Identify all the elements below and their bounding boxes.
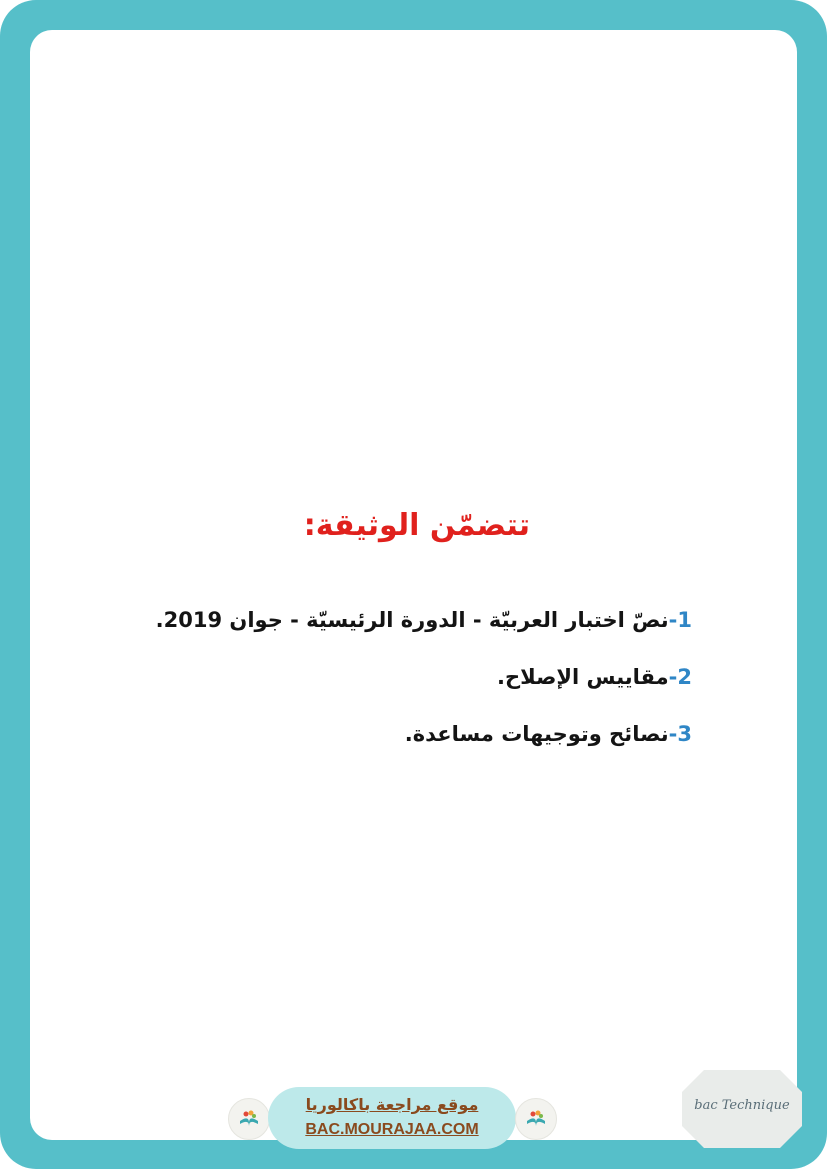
item-text: نصّ اختبار العربيّة - الدورة الرئيسيّة - جوان 2019.	[155, 608, 669, 632]
page-content-area	[30, 30, 797, 1140]
item-number: 1	[677, 608, 692, 632]
contents-list	[132, 600, 692, 771]
item-text: مقاييس الإصلاح.	[497, 665, 669, 689]
book-logo-icon	[228, 1098, 270, 1140]
book-logo-icon	[515, 1098, 557, 1140]
list-item	[132, 600, 692, 657]
item-number: 2	[677, 665, 692, 689]
site-link-badge[interactable]	[268, 1087, 516, 1149]
brand-badge	[680, 1068, 804, 1150]
item-dash: -	[668, 722, 678, 746]
item-dash: -	[668, 665, 678, 689]
site-url-link[interactable]: BAC.MOURAJAA.COM	[305, 1121, 479, 1138]
item-text: نصائح وتوجيهات مساعدة.	[404, 722, 669, 746]
document-heading: تتضمّن الوثيقة:	[303, 508, 530, 543]
list-item	[132, 657, 692, 714]
site-name[interactable]: موقع مراجعة باكالوريا	[305, 1095, 479, 1114]
list-item	[132, 714, 692, 771]
item-dash: -	[668, 608, 678, 632]
item-number: 3	[677, 722, 692, 746]
brand-name: bac Technique	[694, 1098, 790, 1113]
